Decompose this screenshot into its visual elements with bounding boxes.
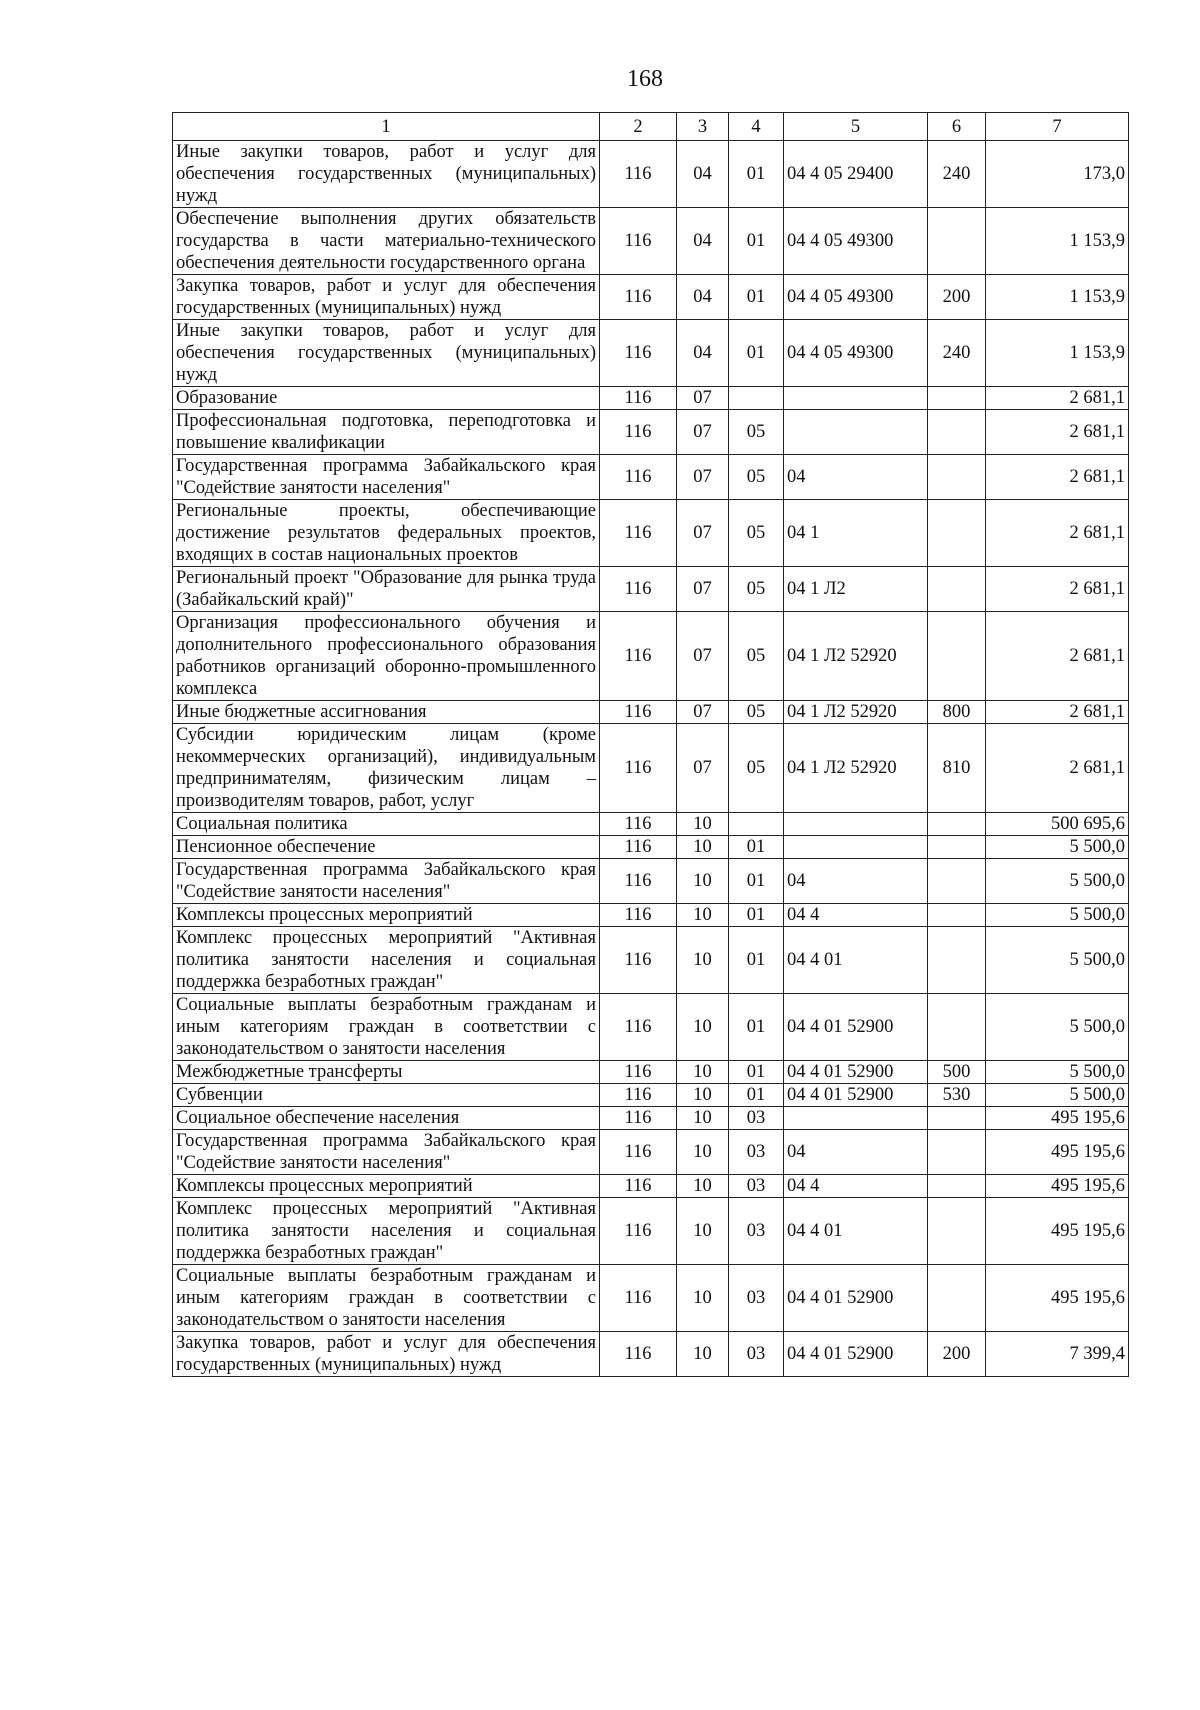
subsection-cell: 01	[729, 927, 784, 994]
amount-cell: 2 681,1	[986, 410, 1129, 455]
row-name-cell: Субвенции	[173, 1084, 600, 1107]
amount-cell: 2 681,1	[986, 455, 1129, 500]
grbs-cell: 116	[600, 813, 677, 836]
amount-cell: 5 500,0	[986, 1084, 1129, 1107]
amount-cell: 495 195,6	[986, 1107, 1129, 1130]
subsection-cell: 03	[729, 1107, 784, 1130]
amount-cell: 495 195,6	[986, 1198, 1129, 1265]
expense-type-cell	[928, 567, 986, 612]
grbs-cell: 116	[600, 1175, 677, 1198]
table-row	[173, 859, 1129, 904]
grbs-cell: 116	[600, 836, 677, 859]
section-cell: 04	[677, 141, 729, 208]
subsection-cell: 01	[729, 904, 784, 927]
subsection-cell: 01	[729, 994, 784, 1061]
row-name-cell: Закупка товаров, работ и услуг для обеспечения государственных (муниципальных) нужд	[173, 1332, 600, 1377]
row-name-cell: Пенсионное обеспечение	[173, 836, 600, 859]
subsection-cell: 05	[729, 410, 784, 455]
amount-cell: 5 500,0	[986, 859, 1129, 904]
section-cell: 04	[677, 208, 729, 275]
target-article-cell: 04 1 Л2 52920	[784, 724, 928, 813]
target-article-cell: 04 4 01 52900	[784, 1265, 928, 1332]
row-name-cell: Государственная программа Забайкальского края "Содействие занятости населения"	[173, 1130, 600, 1175]
grbs-cell: 116	[600, 1084, 677, 1107]
target-article-cell: 04 4	[784, 904, 928, 927]
row-name-cell: Комплекс процессных мероприятий "Активная политика занятости населения и социальная поддержка безработных граждан"	[173, 1198, 600, 1265]
section-cell: 10	[677, 836, 729, 859]
expense-type-cell: 200	[928, 1332, 986, 1377]
row-name-cell: Иные закупки товаров, работ и услуг для обеспечения государственных (муниципальных) нужд	[173, 320, 600, 387]
header-row	[173, 113, 1129, 141]
expense-type-cell: 800	[928, 701, 986, 724]
section-cell: 10	[677, 927, 729, 994]
subsection-cell: 03	[729, 1175, 784, 1198]
row-name-cell: Субсидии юридическим лицам (кроме некоммерческих организаций), индивидуальным предпринимателям, физическим лицам – производителям товаров, работ, услуг	[173, 724, 600, 813]
amount-cell: 2 681,1	[986, 612, 1129, 701]
grbs-cell: 116	[600, 208, 677, 275]
amount-cell: 1 153,9	[986, 320, 1129, 387]
target-article-cell	[784, 813, 928, 836]
table-row	[173, 1061, 1129, 1084]
expense-type-cell	[928, 455, 986, 500]
target-article-cell: 04 4 05 29400	[784, 141, 928, 208]
row-name-cell: Иные бюджетные ассигнования	[173, 701, 600, 724]
amount-cell: 2 681,1	[986, 701, 1129, 724]
expense-type-cell	[928, 859, 986, 904]
grbs-cell: 116	[600, 904, 677, 927]
section-cell: 07	[677, 387, 729, 410]
table-row	[173, 410, 1129, 455]
table-row	[173, 141, 1129, 208]
target-article-cell: 04 4 05 49300	[784, 275, 928, 320]
grbs-cell: 116	[600, 1130, 677, 1175]
section-cell: 07	[677, 410, 729, 455]
table-row	[173, 1265, 1129, 1332]
target-article-cell: 04	[784, 1130, 928, 1175]
amount-cell: 495 195,6	[986, 1265, 1129, 1332]
amount-cell: 2 681,1	[986, 724, 1129, 813]
section-cell: 04	[677, 320, 729, 387]
expense-type-cell	[928, 1175, 986, 1198]
grbs-cell: 116	[600, 1265, 677, 1332]
table-row	[173, 387, 1129, 410]
section-cell: 10	[677, 1061, 729, 1084]
section-cell: 07	[677, 724, 729, 813]
header-cell: 7	[986, 113, 1129, 141]
subsection-cell: 05	[729, 455, 784, 500]
amount-cell: 5 500,0	[986, 1061, 1129, 1084]
subsection-cell	[729, 387, 784, 410]
grbs-cell: 116	[600, 500, 677, 567]
amount-cell: 1 153,9	[986, 208, 1129, 275]
amount-cell: 495 195,6	[986, 1130, 1129, 1175]
target-article-cell	[784, 1107, 928, 1130]
target-article-cell: 04 4 01 52900	[784, 994, 928, 1061]
target-article-cell: 04 4 05 49300	[784, 208, 928, 275]
section-cell: 10	[677, 1107, 729, 1130]
grbs-cell: 116	[600, 859, 677, 904]
target-article-cell: 04 4 01 52900	[784, 1061, 928, 1084]
grbs-cell: 116	[600, 927, 677, 994]
target-article-cell: 04 4	[784, 1175, 928, 1198]
expense-type-cell: 530	[928, 1084, 986, 1107]
table-row	[173, 927, 1129, 994]
expense-type-cell: 200	[928, 275, 986, 320]
subsection-cell: 01	[729, 275, 784, 320]
row-name-cell: Закупка товаров, работ и услуг для обеспечения государственных (муниципальных) нужд	[173, 275, 600, 320]
table-row	[173, 275, 1129, 320]
section-cell: 10	[677, 1084, 729, 1107]
subsection-cell: 05	[729, 567, 784, 612]
expense-type-cell	[928, 927, 986, 994]
subsection-cell: 03	[729, 1198, 784, 1265]
expense-type-cell	[928, 612, 986, 701]
table-row	[173, 208, 1129, 275]
amount-cell: 5 500,0	[986, 927, 1129, 994]
subsection-cell: 05	[729, 724, 784, 813]
grbs-cell: 116	[600, 387, 677, 410]
expense-type-cell: 500	[928, 1061, 986, 1084]
grbs-cell: 116	[600, 1107, 677, 1130]
table-body	[173, 141, 1129, 1377]
grbs-cell: 116	[600, 1332, 677, 1377]
subsection-cell: 01	[729, 1061, 784, 1084]
amount-cell: 1 153,9	[986, 275, 1129, 320]
grbs-cell: 116	[600, 1198, 677, 1265]
amount-cell: 7 399,4	[986, 1332, 1129, 1377]
table-row	[173, 724, 1129, 813]
target-article-cell: 04 1 Л2	[784, 567, 928, 612]
section-cell: 07	[677, 612, 729, 701]
section-cell: 10	[677, 1332, 729, 1377]
grbs-cell: 116	[600, 567, 677, 612]
subsection-cell: 01	[729, 320, 784, 387]
header-cell: 3	[677, 113, 729, 141]
section-cell: 10	[677, 813, 729, 836]
expense-type-cell	[928, 813, 986, 836]
amount-cell: 495 195,6	[986, 1175, 1129, 1198]
target-article-cell: 04 1 Л2 52920	[784, 701, 928, 724]
section-cell: 07	[677, 455, 729, 500]
grbs-cell: 116	[600, 1061, 677, 1084]
row-name-cell: Комплексы процессных мероприятий	[173, 1175, 600, 1198]
section-cell: 07	[677, 567, 729, 612]
row-name-cell: Региональный проект "Образование для рынка труда (Забайкальский край)"	[173, 567, 600, 612]
section-cell: 07	[677, 701, 729, 724]
row-name-cell: Социальные выплаты безработным гражданам и иным категориям граждан в соответствии с законодательством о занятости населения	[173, 994, 600, 1061]
section-cell: 04	[677, 275, 729, 320]
expense-type-cell	[928, 994, 986, 1061]
header-cell: 2	[600, 113, 677, 141]
subsection-cell: 01	[729, 141, 784, 208]
section-cell: 10	[677, 1265, 729, 1332]
amount-cell: 500 695,6	[986, 813, 1129, 836]
amount-cell: 173,0	[986, 141, 1129, 208]
subsection-cell: 05	[729, 500, 784, 567]
grbs-cell: 116	[600, 410, 677, 455]
subsection-cell: 01	[729, 208, 784, 275]
row-name-cell: Межбюджетные трансферты	[173, 1061, 600, 1084]
amount-cell: 5 500,0	[986, 994, 1129, 1061]
subsection-cell: 01	[729, 859, 784, 904]
table-row	[173, 904, 1129, 927]
row-name-cell: Иные закупки товаров, работ и услуг для обеспечения государственных (муниципальных) нужд	[173, 141, 600, 208]
table-row	[173, 1084, 1129, 1107]
table-row	[173, 994, 1129, 1061]
table-row	[173, 813, 1129, 836]
table-row	[173, 455, 1129, 500]
expense-type-cell	[928, 410, 986, 455]
header-cell: 6	[928, 113, 986, 141]
section-cell: 10	[677, 859, 729, 904]
target-article-cell: 04 1	[784, 500, 928, 567]
budget-table	[172, 112, 1129, 1377]
expense-type-cell	[928, 500, 986, 567]
target-article-cell: 04 4 05 49300	[784, 320, 928, 387]
target-article-cell	[784, 387, 928, 410]
header-cell: 5	[784, 113, 928, 141]
amount-cell: 2 681,1	[986, 387, 1129, 410]
amount-cell: 2 681,1	[986, 500, 1129, 567]
row-name-cell: Обеспечение выполнения других обязательств государства в части материально-технического обеспечения деятельности государственного органа	[173, 208, 600, 275]
table-row	[173, 1107, 1129, 1130]
section-cell: 10	[677, 1198, 729, 1265]
table-row	[173, 1332, 1129, 1377]
subsection-cell: 03	[729, 1332, 784, 1377]
subsection-cell	[729, 813, 784, 836]
grbs-cell: 116	[600, 275, 677, 320]
target-article-cell	[784, 410, 928, 455]
header-cell: 4	[729, 113, 784, 141]
row-name-cell: Образование	[173, 387, 600, 410]
target-article-cell	[784, 836, 928, 859]
table-row	[173, 701, 1129, 724]
table-row	[173, 1130, 1129, 1175]
target-article-cell: 04 4 01	[784, 927, 928, 994]
target-article-cell: 04 1 Л2 52920	[784, 612, 928, 701]
grbs-cell: 116	[600, 455, 677, 500]
header-cell: 1	[173, 113, 600, 141]
grbs-cell: 116	[600, 701, 677, 724]
expense-type-cell	[928, 836, 986, 859]
section-cell: 10	[677, 904, 729, 927]
subsection-cell: 05	[729, 612, 784, 701]
expense-type-cell: 810	[928, 724, 986, 813]
expense-type-cell	[928, 387, 986, 410]
subsection-cell: 03	[729, 1130, 784, 1175]
expense-type-cell	[928, 1107, 986, 1130]
amount-cell: 2 681,1	[986, 567, 1129, 612]
grbs-cell: 116	[600, 141, 677, 208]
target-article-cell: 04	[784, 859, 928, 904]
grbs-cell: 116	[600, 994, 677, 1061]
table-row	[173, 612, 1129, 701]
row-name-cell: Комплексы процессных мероприятий	[173, 904, 600, 927]
expense-type-cell	[928, 208, 986, 275]
table-row	[173, 500, 1129, 567]
row-name-cell: Социальные выплаты безработным гражданам и иным категориям граждан в соответствии с законодательством о занятости населения	[173, 1265, 600, 1332]
amount-cell: 5 500,0	[986, 904, 1129, 927]
section-cell: 10	[677, 994, 729, 1061]
target-article-cell: 04 4 01 52900	[784, 1084, 928, 1107]
target-article-cell: 04 4 01 52900	[784, 1332, 928, 1377]
row-name-cell: Организация профессионального обучения и дополнительного профессионального образования работников организаций оборонно-промышленного комплекса	[173, 612, 600, 701]
subsection-cell: 01	[729, 1084, 784, 1107]
table-row	[173, 567, 1129, 612]
table-row	[173, 1175, 1129, 1198]
row-name-cell: Государственная программа Забайкальского края "Содействие занятости населения"	[173, 859, 600, 904]
target-article-cell: 04 4 01	[784, 1198, 928, 1265]
row-name-cell: Социальное обеспечение населения	[173, 1107, 600, 1130]
target-article-cell: 04	[784, 455, 928, 500]
expense-type-cell: 240	[928, 320, 986, 387]
grbs-cell: 116	[600, 320, 677, 387]
expense-type-cell	[928, 1198, 986, 1265]
row-name-cell: Региональные проекты, обеспечивающие достижение результатов федеральных проектов, входящих в состав национальных проектов	[173, 500, 600, 567]
table-row	[173, 1198, 1129, 1265]
expense-type-cell: 240	[928, 141, 986, 208]
row-name-cell: Государственная программа Забайкальского края "Содействие занятости населения"	[173, 455, 600, 500]
subsection-cell: 03	[729, 1265, 784, 1332]
grbs-cell: 116	[600, 724, 677, 813]
table-row	[173, 836, 1129, 859]
amount-cell: 5 500,0	[986, 836, 1129, 859]
subsection-cell: 01	[729, 836, 784, 859]
expense-type-cell	[928, 1265, 986, 1332]
expense-type-cell	[928, 904, 986, 927]
grbs-cell: 116	[600, 612, 677, 701]
row-name-cell: Социальная политика	[173, 813, 600, 836]
row-name-cell: Профессиональная подготовка, переподготовка и повышение квалификации	[173, 410, 600, 455]
expense-type-cell	[928, 1130, 986, 1175]
table-row	[173, 320, 1129, 387]
section-cell: 07	[677, 500, 729, 567]
page-number: 168	[627, 66, 663, 92]
subsection-cell: 05	[729, 701, 784, 724]
section-cell: 10	[677, 1130, 729, 1175]
row-name-cell: Комплекс процессных мероприятий "Активная политика занятости населения и социальная поддержка безработных граждан"	[173, 927, 600, 994]
section-cell: 10	[677, 1175, 729, 1198]
